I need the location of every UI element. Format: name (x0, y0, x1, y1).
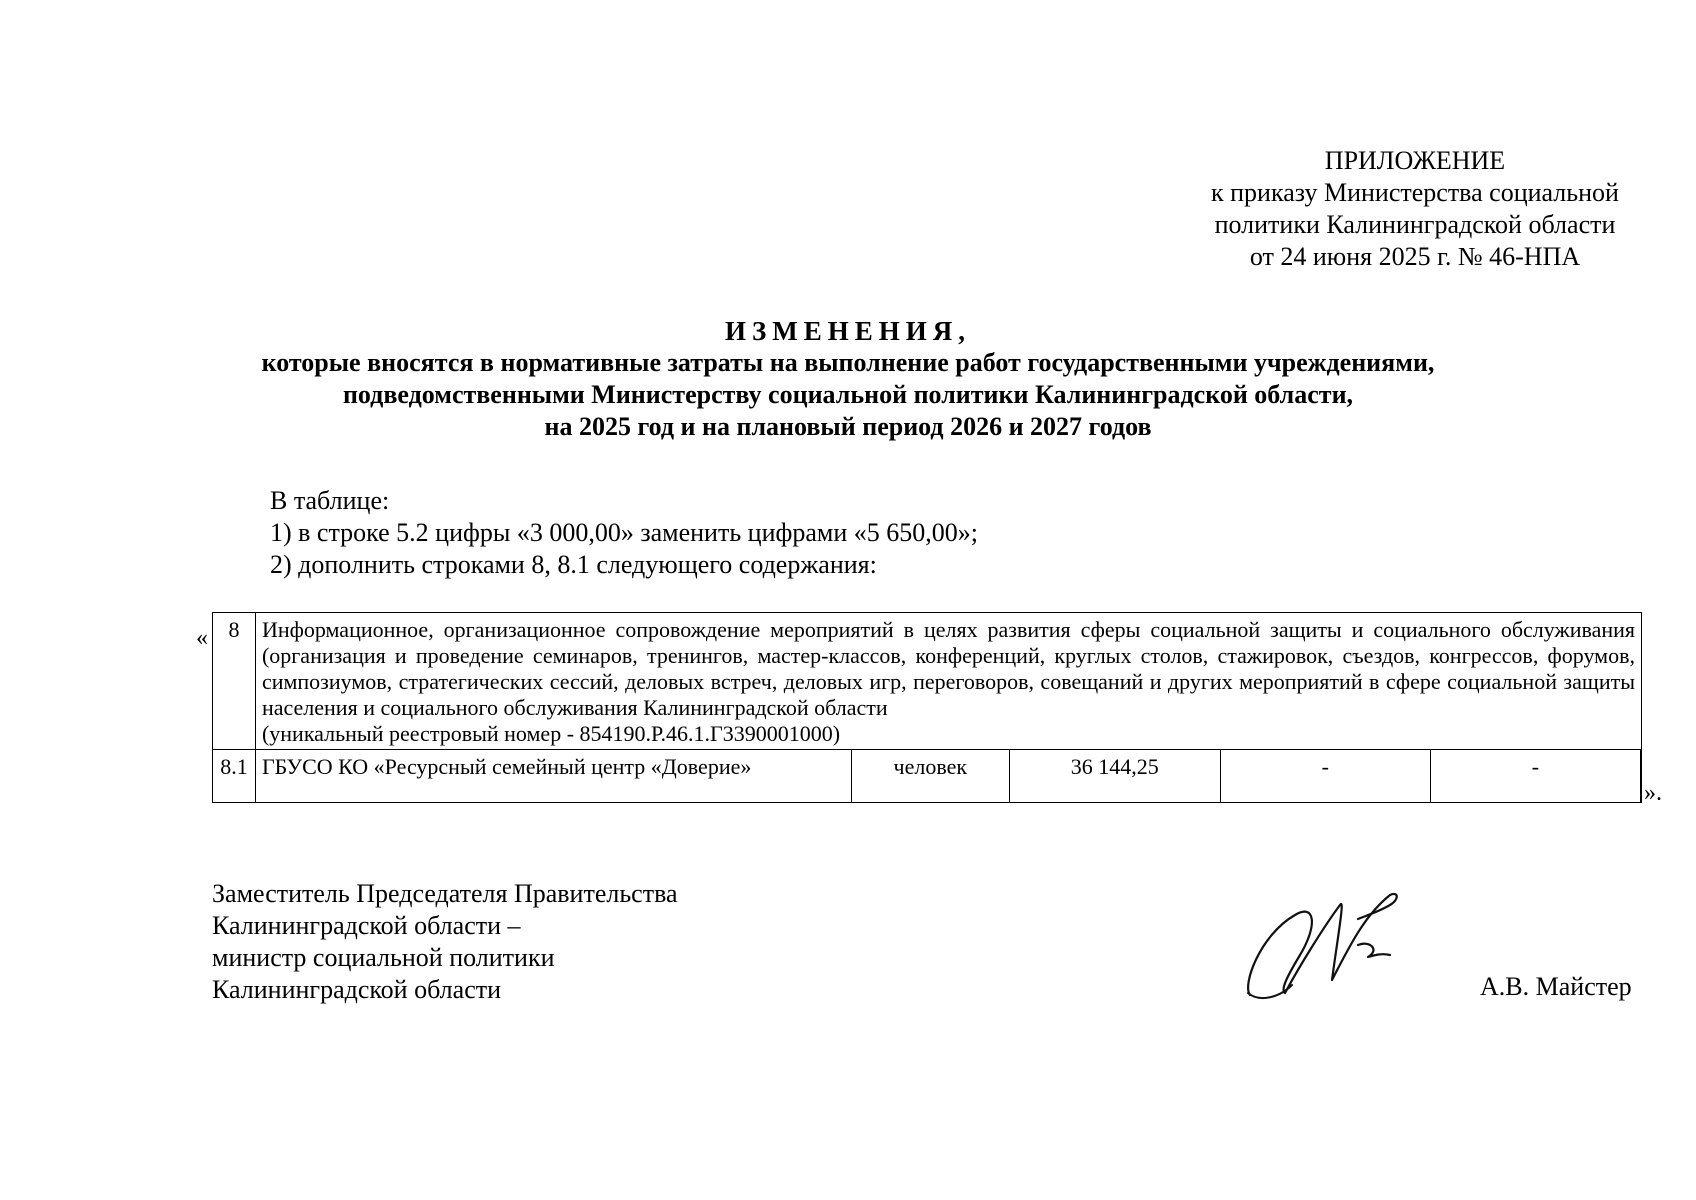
changes-table (212, 612, 1642, 803)
row-number: 8 (213, 613, 256, 750)
instructions-intro: В таблице: (270, 486, 390, 515)
signer-position: министр социальной политики (212, 943, 555, 972)
unit-cell: человек (851, 750, 1009, 803)
appendix-header (1150, 145, 1680, 273)
signer-block (212, 878, 678, 1006)
appendix-line: к приказу Министерства социальной (1211, 178, 1619, 207)
value-2025-cell: 36 144,25 (1009, 750, 1220, 803)
opening-quote: « (196, 625, 208, 651)
value-2026-cell: - (1220, 750, 1430, 803)
signer-position: Калининградской области (212, 975, 502, 1004)
value-2027-cell: - (1430, 750, 1640, 803)
signer-position: Заместитель Председателя Правительства (212, 879, 678, 908)
document-heading (0, 315, 1696, 443)
handwritten-signature (1240, 885, 1410, 1005)
instructions-item: 2) дополнить строками 8, 8.1 следующего содержания: (270, 550, 877, 579)
instructions (270, 485, 978, 581)
table-edge (1640, 750, 1641, 803)
document-title: ИЗМЕНЕНИЯ, (724, 316, 971, 346)
heading-line: на 2025 год и на плановый период 2026 и 2027 годов (544, 412, 1152, 441)
closing-quote: ». (1644, 780, 1662, 806)
table-row (213, 613, 1642, 750)
row-description (255, 613, 1641, 750)
appendix-line: политики Калининградской области (1214, 210, 1616, 239)
appendix-title: ПРИЛОЖЕНИЕ (1324, 146, 1506, 175)
signer-position: Калининградской области – (212, 911, 521, 940)
row-number: 8.1 (213, 750, 256, 803)
instructions-item: 1) в строке 5.2 цифры «3 000,00» заменить цифрами «5 650,00»; (270, 518, 978, 547)
heading-line: которые вносятся в нормативные затраты на выполнение работ государственными учреждениями, (261, 348, 1435, 377)
organization-cell: ГБУСО КО «Ресурсный семейный центр «Доверие» (255, 750, 851, 803)
table-row (213, 750, 1642, 803)
heading-line: подведомственными Министерству социальной политики Калининградской области, (342, 380, 1354, 409)
registry-number: (уникальный реестровый номер - 854190.Р.46.1.Г3390001000) (261, 721, 841, 746)
work-description: Информационное, организационное сопровождение мероприятий в целях развития сферы социальной защиты и социального обслуживания (организация и проведение семинаров, тренингов, мастер-классов, конференций, круглых столов, стажировок, съездов, конгрессов, форумов, симпозиумов, стратегических сессий, деловых встреч, деловых игр, переговоров, совещаний и других мероприятий в сфере социальной защиты населения и социального обслуживания Калининградской области (261, 617, 1635, 720)
signer-name: А.В. Майстер (1480, 972, 1632, 1001)
appendix-line: от 24 июня 2025 г. № 46-НПА (1249, 242, 1581, 271)
